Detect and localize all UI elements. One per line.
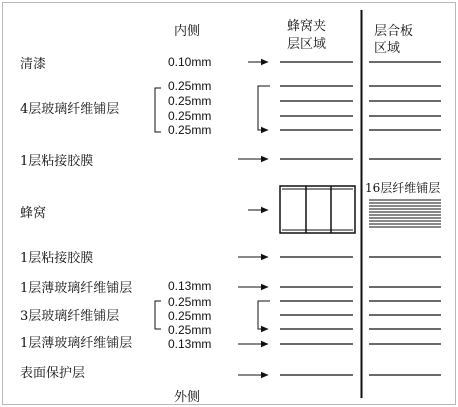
layer-label-adhesive-film-1: 1层粘接胶膜 <box>20 154 94 169</box>
layer-label-honeycomb: 蜂窝 <box>20 206 47 221</box>
layer-label-surface-protection: 表面保护层 <box>20 366 86 381</box>
inner-side-label: 内侧 <box>174 24 201 39</box>
sandwich-region-label-line1: 蜂窝夹 <box>287 19 327 34</box>
sandwich-region-label-line2: 层区域 <box>287 37 327 52</box>
thickness-glass-3ply-3: 0.25mm <box>168 323 212 337</box>
laminate-region-label-line1: 层合板 <box>374 24 414 39</box>
thickness-glass-3ply-2: 0.25mm <box>168 309 212 323</box>
thickness-varnish: 0.10mm <box>168 55 212 69</box>
outer-side-label: 外侧 <box>174 390 201 405</box>
arrow-glass-3ply <box>258 301 270 329</box>
thickness-glass-4ply-1: 0.25mm <box>168 79 212 93</box>
layer-label-glass-4ply: 4层玻璃纤维铺层 <box>20 102 120 117</box>
bracket-glass-3ply <box>155 301 161 329</box>
thickness-glass-3ply-1: 0.25mm <box>168 295 212 309</box>
layer-label-adhesive-film-2: 1层粘接胶膜 <box>20 251 94 266</box>
laminate-plies-label: 16层纤维铺层 <box>365 181 441 195</box>
arrow-glass-4ply <box>258 86 270 130</box>
thickness-thin-glass-1: 0.13mm <box>168 279 212 293</box>
layer-label-thin-glass-1: 1层薄玻璃纤维铺层 <box>20 281 133 296</box>
honeycomb-core-outline <box>280 186 355 233</box>
bracket-glass-4ply <box>155 88 161 132</box>
thickness-glass-4ply-4: 0.25mm <box>168 123 212 137</box>
thickness-glass-4ply-2: 0.25mm <box>168 94 212 108</box>
layer-label-thin-glass-2: 1层薄玻璃纤维铺层 <box>20 336 133 351</box>
layer-label-varnish: 清漆 <box>20 57 47 72</box>
laminate-ply-stack <box>369 200 441 227</box>
thickness-thin-glass-2: 0.13mm <box>168 337 212 351</box>
honeycomb-core <box>280 186 355 233</box>
thickness-glass-4ply-3: 0.25mm <box>168 109 212 123</box>
layer-label-glass-3ply: 3层玻璃纤维铺层 <box>20 309 120 324</box>
laminate-region-label-line2: 区域 <box>374 41 401 56</box>
